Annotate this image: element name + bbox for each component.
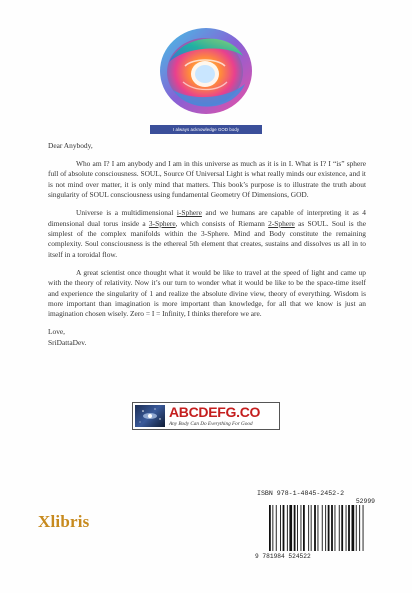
paragraph-2 xyxy=(48,208,366,260)
barcode-digits: 9 781984 524522 xyxy=(255,553,311,560)
3-sphere-link[interactable]: 3-Sphere xyxy=(148,218,176,228)
barcode-bars xyxy=(255,505,375,553)
back-cover-letter xyxy=(48,141,366,356)
salutation: Dear Anybody, xyxy=(48,141,93,150)
logo-image xyxy=(135,405,165,427)
price-code: 52999 xyxy=(355,498,375,505)
2-sphere-link[interactable]: 2-Sphere xyxy=(268,218,295,228)
publisher-logo xyxy=(132,402,280,430)
i-sphere-link[interactable]: i-Sphere xyxy=(176,208,202,218)
xlibris-logo: Xlibris xyxy=(38,512,90,531)
paragraph-2-text-d: as SOUL. Soul is the simplest of the complex manifolds within the 3-Sphere. Mind and Body constitute the remaining complexity. Soul consciousness is the ethereal 5th element that creates, sustains and dissolves us all in to itself in a toroidal flow. xyxy=(48,218,366,259)
paragraph-1: Who am I? I am anybody and I am in this universe as much as it is in I. What is I? I “is” sphere full of absolute consciousness. SOUL, Source Of Universal Light is what really minds our existence, and it is not mind over matter, it is only mind that matters. This book’s purpose is to illustrate the truth about singularity of SOUL consciousness using fundamental Geometry Of Dimensions, GOD. xyxy=(48,159,366,200)
isbn-number: ISBN 978-1-4845-2452-2 xyxy=(257,490,345,497)
torus-icon xyxy=(155,22,257,120)
isbn-barcode xyxy=(255,490,375,562)
paragraph-2-text-a: Universe is a multidimensional xyxy=(76,208,177,218)
paragraph-2-text-c: , which consists of Riemann xyxy=(175,218,269,228)
paragraph-2-text-b: and we humans are capable of interpreting it as 4 dimensional dual torus inside a xyxy=(48,208,367,228)
galaxy-icon xyxy=(135,405,165,427)
torus-illustration xyxy=(155,22,257,120)
signature: SriDattaDev. xyxy=(48,337,87,347)
logo-title: ABCDEFG.CO xyxy=(169,404,261,420)
paragraph-3: A great scientist once thought what it would be like to travel at the speed of light and came up with the theory of relativity. Now it’s our turn to wonder what it would be like to be the space-time itself and experience the singularity of 1 and realize the absolute divine view, theory of everything. Wisdom is more important than imagination is more important than knowledge, for all that we know is just an imagination chosen wisely. Zero = I = Infinity, I thinks therefore we are. xyxy=(48,267,366,319)
logo-subtitle: Any Body Can Do Everything For Good xyxy=(169,421,253,427)
closing: Love, xyxy=(48,327,66,337)
tagline-banner: I always acknowledge GOD body xyxy=(150,125,262,134)
